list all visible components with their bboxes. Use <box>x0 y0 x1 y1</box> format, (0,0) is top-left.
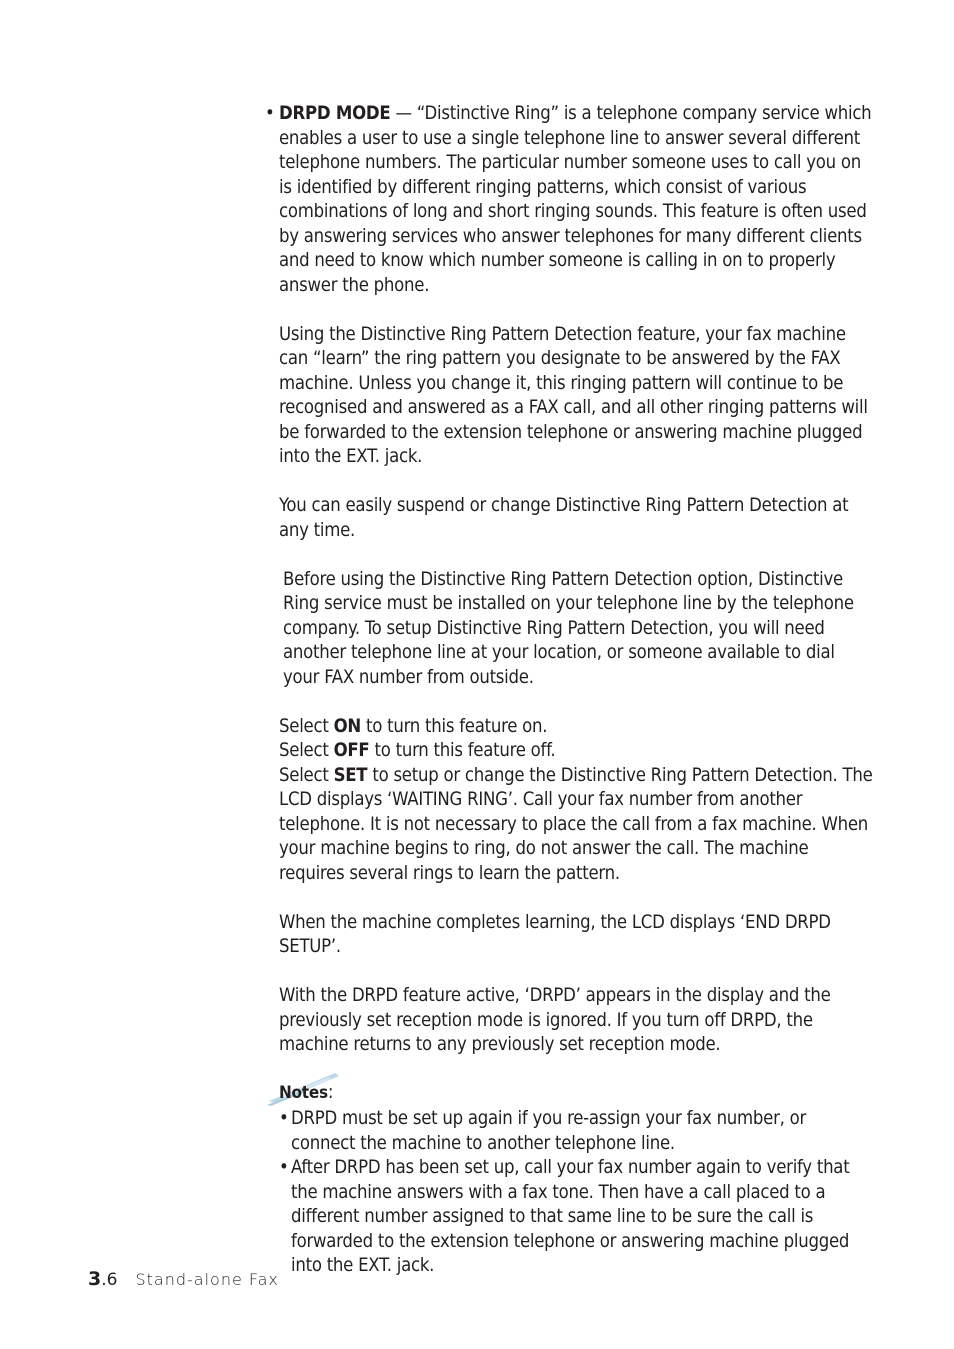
select-on-line <box>279 715 875 740</box>
notes-title: Notes <box>279 1083 328 1103</box>
on-text: to turn this feature on. <box>360 715 548 737</box>
page-number: .6 <box>101 1270 118 1290</box>
title-dash: — <box>390 103 417 124</box>
drpd-mode-paragraph <box>265 102 875 298</box>
note-item <box>279 1107 875 1156</box>
bullet-icon: • <box>265 103 275 124</box>
off-text: to turn this feature off. <box>369 740 556 761</box>
off-key: OFF <box>333 740 370 761</box>
bullet-icon: • <box>279 1108 289 1129</box>
select-off-line <box>279 739 875 764</box>
note-text: After DRPD has been set up, call your fax number again to verify that the machine answers with a fax tone. Then have a call placed to a different number assigned to that same line to be sure the call is forwarded to the extension telephone or answering machine plugged into the EXT. jack. <box>291 1157 850 1276</box>
notes-header <box>279 1081 875 1107</box>
note-item <box>279 1156 875 1279</box>
select-options-paragraph <box>279 715 875 887</box>
select-prefix: Select <box>279 715 334 737</box>
drpd-active-paragraph: With the DRPD feature active, ‘DRPD’ appears in the display and the previously set reception mode is ignored. If you turn off DRPD, the machine returns to any previously set reception mode. <box>279 985 831 1055</box>
notes-colon: : <box>327 1082 334 1103</box>
chapter-number: 3 <box>88 1268 102 1290</box>
drpd-mode-title: DRPD MODE <box>279 103 391 124</box>
learn-pattern-paragraph: Using the Distinctive Ring Pattern Detection feature, your fax machine can “learn” the ring pattern you designate to be answered by the FAX machine. Unless you change it, this ringing pattern will continue to be recognised and answered as a FAX call, and all other ringing patterns will be forwarded to the extension telephone or answering machine plugged into the EXT. jack. <box>279 323 868 467</box>
on-key: ON <box>333 715 361 737</box>
select-prefix: Select <box>279 740 334 761</box>
suspend-paragraph: You can easily suspend or change Distinctive Ring Pattern Detection at any time. <box>279 495 849 541</box>
bullet-icon: • <box>279 1157 289 1178</box>
drpd-intro-text: “Distinctive Ring” is a telephone company service which enables a user to use a single telephone line to answer several different telephone numbers. The particular number someone uses to call you on is identified by different ringing patterns, which consist of various combinations of long and short ringing sounds. This feature is often used by answering services who answer telephones for many different clients and need to know which number someone is calling in on to properly answer the phone. <box>279 103 872 296</box>
notes-box <box>279 1081 875 1279</box>
set-text: to setup or change the Distinctive Ring Pattern Detection. The LCD displays ‘WAITING RING’. Call your fax number from another telephone. It is not necessary to place the call from a fax machine. When your machine begins to ring, do not answer the call. The machine requires several rings to learn the pattern. <box>279 764 873 884</box>
note-text: DRPD must be set up again if you re-assign your fax number, or connect the machine to another telephone line. <box>291 1108 807 1154</box>
page-footer <box>88 1268 279 1298</box>
completes-learning-paragraph: When the machine completes learning, the LCD displays ‘END DRPD SETUP’. <box>279 911 831 957</box>
before-using-paragraph: Before using the Distinctive Ring Pattern Detection option, Distinctive Ring service must be installed on your telephone line by the telephone company. To setup Distinctive Ring Pattern Detection, you will need another telephone line at your location, or someone available to dial your FAX number from outside. <box>283 568 854 688</box>
page-body <box>265 102 875 1279</box>
section-title: Stand-alone Fax <box>135 1270 279 1289</box>
select-set-line <box>279 764 875 887</box>
select-prefix: Select <box>279 764 334 786</box>
set-key: SET <box>333 764 368 786</box>
